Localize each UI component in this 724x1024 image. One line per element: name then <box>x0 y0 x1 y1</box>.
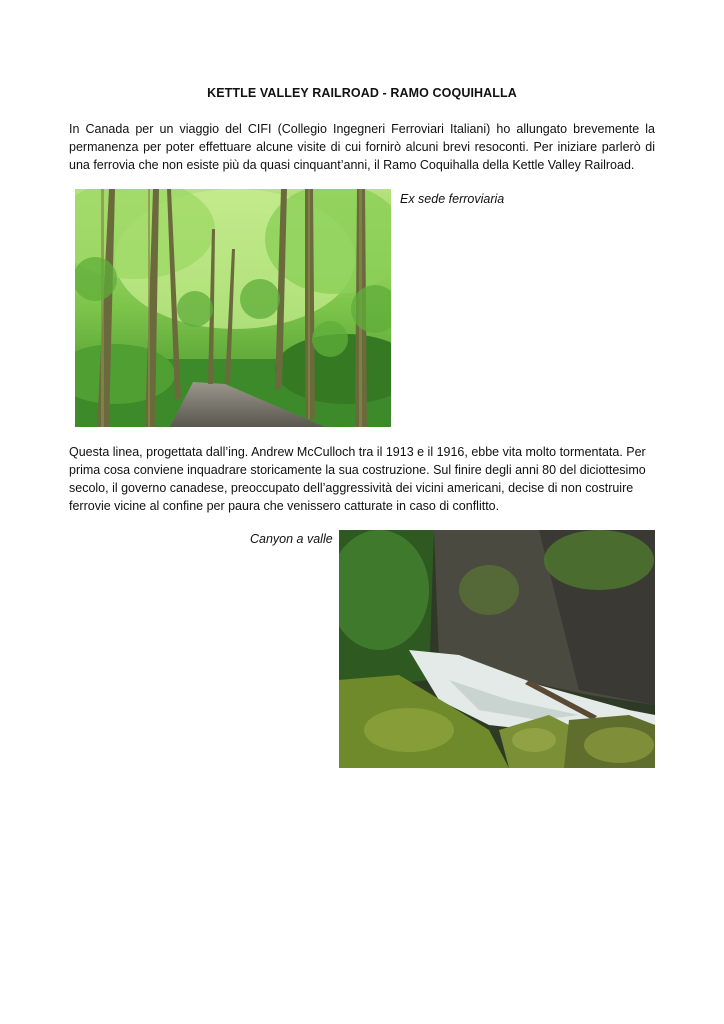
caption-canyon: Canyon a valle <box>250 532 333 546</box>
intro-paragraph: In Canada per un viaggio del CIFI (Collegio Ingegneri Ferroviari Italiani) ho allungato brevemente la permanenza per poter effettuare alcune visite di cui fornirò alcuni brevi resoconti. Per iniziare parlerò di una ferrovia che non esiste più da quasi cinquant’anni, il Ramo Coquihalla della Kettle Valley Railroad. <box>69 122 655 172</box>
document-title: KETTLE VALLEY RAILROAD - RAMO COQUIHALLA <box>207 86 517 100</box>
history-paragraph: Questa linea, progettata dall’ing. Andrew McCulloch tra il 1913 e il 1916, ebbe vita molto tormentata. Per prima cosa conviene inquadrare storicamente la sua costruzione. Sul finire degli anni 80 del diciottesimo secolo, il governo canadese, preoccupato dell’aggressività dei vicini americani, decise di non costruire ferrovie vicine al confine per paura che venissero catturate in caso di conflitto. <box>69 445 646 513</box>
canyon-photo <box>339 530 655 768</box>
caption-former-railbed: Ex sede ferroviaria <box>400 192 505 206</box>
forest-path-photo <box>75 189 391 427</box>
